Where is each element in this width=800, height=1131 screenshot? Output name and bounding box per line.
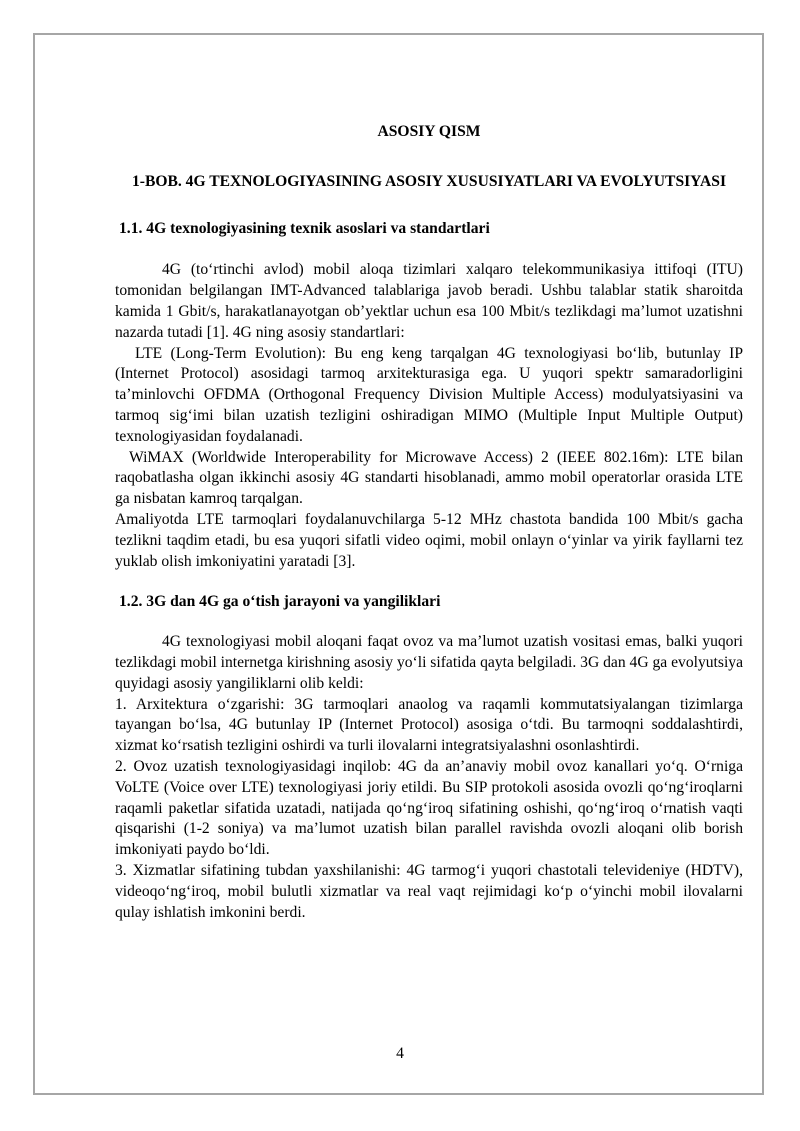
page-number: 4 [396,1045,404,1062]
section-2-list-item-2: 2. Ovoz uzatish texnologiyasidagi inqilob: 4G da an’anaviy mobil ovoz kanallari yo‘q. O‘rniga VoLTE (Voice over LTE) texnologiyasi joriy etildi. Bu SIP protokoli asosida ovozli qo‘ng‘iroqlarni raqamli paketlar sifatida uzatadi, natijada qo‘ng‘iroq sifatining oshishi, qo‘ng‘iroq o‘rnatish vaqti qisqarishi (1-2 soniya) va ma’lumot uzatish bilan parallel ravishda ovozli aloqani olib borish imkoniyati paydo bo‘ldi. [115,757,743,859]
section-1-title: 1.1. 4G texnologiyasining texnik asoslari va standartlari [119,219,490,237]
section-1-paragraph-3: WiMAX (Worldwide Interoperability for Microwave Access) 2 (IEEE 802.16m): LTE bilan raqobatlasha olgan ikkinchi asosiy 4G standarti hisoblanadi, ammo mobil operatorlar orasida LTE ga nisbatan kamroq tarqalgan. [115,448,743,508]
section-2-list-item-3: 3. Xizmatlar sifatining tubdan yaxshilanishi: 4G tarmog‘i yuqori chastotali televideniye (HDTV), videoqo‘ng‘iroq, mobil bulutli xizmatlar va real vaqt rejimidagi ko‘p o‘yinchi mobil ilovalarni qulay ishlatish imkonini berdi. [115,861,743,921]
section-1-paragraph-1: 4G (to‘rtinchi avlod) mobil aloqa tizimlari xalqaro telekommunikasiya ittifoqi (ITU) tomonidan belgilangan IMT-Advanced talablariga javob beradi. Ushbu talablar statik sharoitda kamida 1 Gbit/s, harakatlanayotgan ob’yektlar uchun esa 100 Mbit/s tezlikdagi ma’lumot uzatishni nazarda tutadi [1]. 4G ning asosiy standartlari: [115,261,743,341]
document-body [115,120,743,923]
section-2-paragraph-1: 4G texnologiyasi mobil aloqani faqat ovoz va ma’lumot uzatish vositasi emas, balki yuqori tezlikdagi mobil internetga kirishning asosiy yo‘li sifatida qayta belgiladi. 3G dan 4G ga evolyutsiya quyidagi asosiy yangiliklarni olib keldi: [115,633,743,692]
section-1-paragraph-4: Amaliyotda LTE tarmoqlari foydalanuvchilarga 5-12 MHz chastota bandida 100 Mbit/s gacha tezlikni taqdim etadi, bu esa yuqori sifatli video oqimi, mobil onlayn o‘yinlar va yirik fayllarni tez yuklab olish imkoniyatini yaratadi [3]. [115,510,743,570]
section-2-title: 1.2. 3G dan 4G ga o‘tish jarayoni va yangiliklari [119,593,441,611]
section-1-paragraph-2: LTE (Long-Term Evolution): Bu eng keng tarqalgan 4G texnologiyasi bo‘lib, butunlay IP (Internet Protocol) asosidagi tarmoq arxitekturasiga ega. U yuqori spektr samaradorligini ta’minlovchi OFDMA (Orthogonal Frequency Division Multiple Access) modulyatsiyasini va tarmoq sig‘imi bilan uzatish tezligini oshiradigan MIMO (Multiple Input Multiple Output) texnologiyasidan foydalanadi. [115,344,743,445]
section-2-list-item-1: 1. Arxitektura o‘zgarishi: 3G tarmoqlari anaolog va raqamli kommutatsiyalangan tizimlarga tayangan bo‘lsa, 4G butunlay IP (Internet Protocol) asosiga o‘tdi. Bu tarmoqni soddalashtirdi, xizmat ko‘rsatish tezligini oshirdi va turli ilovalarni integratsiyalashni osonlashtirdi. [115,695,743,755]
main-heading: ASOSIY QISM [377,123,481,140]
chapter-title: 1-BOB. 4G TEXNOLOGIYASINING ASOSIY XUSUSIYATLARI VA EVOLYUTSIYASI [131,172,727,190]
